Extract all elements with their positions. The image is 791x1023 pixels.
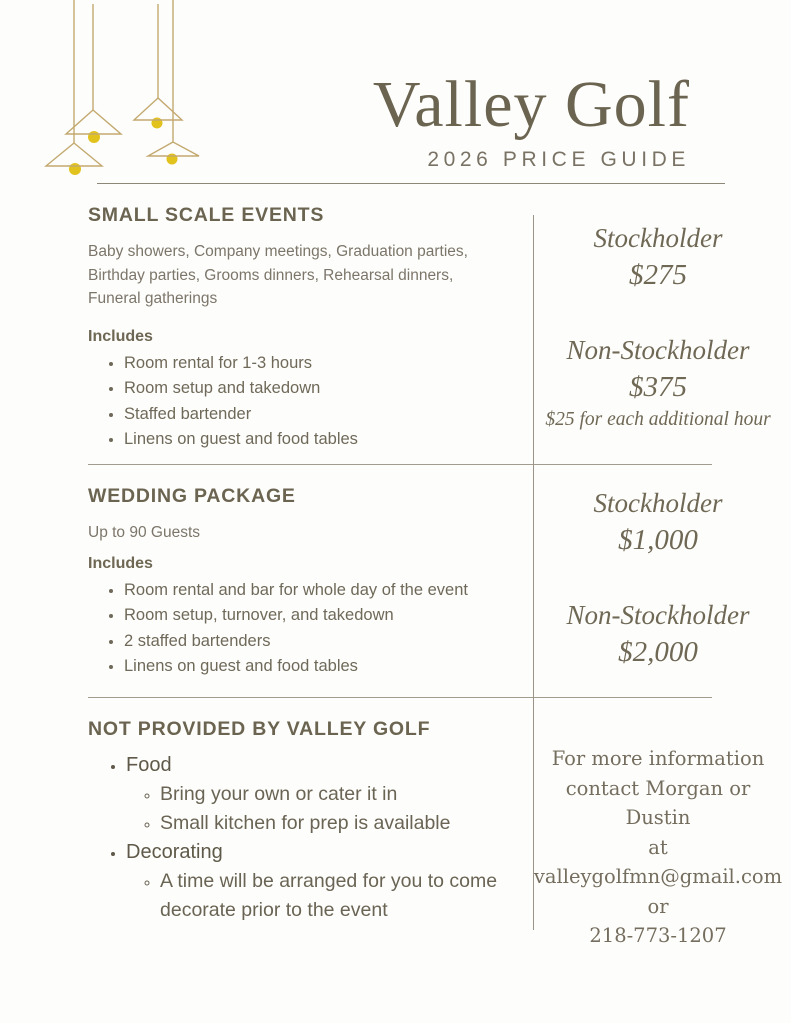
section-small-scale-events [0,184,791,464]
column-divider [533,215,534,930]
list-item: • Linens on guest and food tables [124,654,533,680]
includes-list [88,351,533,453]
not-provided-list [88,751,533,925]
section-content [88,184,533,464]
stockholder-label: Stockholder [593,223,723,253]
includes-label: Includes [88,554,153,572]
list-item [126,838,533,925]
contact-email: valleygolfmn@gmail.com [533,865,783,888]
section-description: Up to 90 Guests [88,524,201,541]
includes-list [88,578,533,680]
sub-list-item: ◦ Bring your own or cater it in [160,780,512,809]
pricing-column [533,184,783,464]
contact-block [533,744,783,951]
contact-column [533,698,783,951]
list-item: • Room rental and bar for whole day of the event [124,578,533,604]
contact-line: or [647,894,669,918]
list-item: • Staffed bartender [124,402,533,428]
section-heading: SMALL SCALE EVENTS [88,204,325,226]
list-item: • Linens on guest and food tables [124,427,533,453]
sub-list [126,780,533,838]
header-rule [97,183,725,184]
section-content [88,465,533,697]
list-item: • Room rental for 1-3 hours [124,351,533,377]
section-content [88,698,533,951]
page-subtitle: 2026 PRICE GUIDE [427,148,690,171]
section-heading: NOT PROVIDED BY VALLEY GOLF [88,718,431,740]
additional-hour-note: $25 for each additional hour [545,409,771,430]
contact-line: For more information [551,747,765,770]
sub-list-item: ◦ Small kitchen for prep is available [160,809,512,838]
contact-line: contact Morgan or Dustin [565,776,751,829]
list-item: • Room setup, turnover, and takedown [124,603,533,629]
pendant-lamps-icon [18,0,218,180]
includes-label: Includes [88,327,153,345]
sub-list-item: ◦ A time will be arranged for you to come decorate prior to the event [160,867,512,925]
stockholder-label: Stockholder [593,488,723,518]
contact-line: at [648,835,668,859]
list-item-label: Decorating [126,841,223,863]
list-item: • 2 staffed bartenders [124,629,533,655]
title-block [373,0,690,172]
list-item-label: Food [126,754,172,776]
section-description: Baby showers, Company meetings, Graduation parties, Birthday parties, Grooms dinners, Rehearsal dinners, Funeral gatherings [88,243,468,307]
non-stockholder-label: Non-Stockholder [566,600,750,630]
section-wedding-package [0,465,791,697]
page-title: Valley Golf [372,68,690,141]
non-stockholder-price: $2,000 [618,636,698,668]
non-stockholder-label: Non-Stockholder [566,335,750,365]
stockholder-price: $275 [629,259,687,291]
stockholder-price: $1,000 [618,524,698,556]
header [0,0,791,184]
non-stockholder-price: $375 [629,371,687,403]
section-heading: WEDDING PACKAGE [88,485,296,507]
section-not-provided [0,698,791,951]
list-item: • Room setup and takedown [124,376,533,402]
contact-phone: 218-773-1207 [589,924,727,947]
pricing-column [533,465,783,697]
sub-list [126,867,533,925]
list-item [126,751,533,838]
